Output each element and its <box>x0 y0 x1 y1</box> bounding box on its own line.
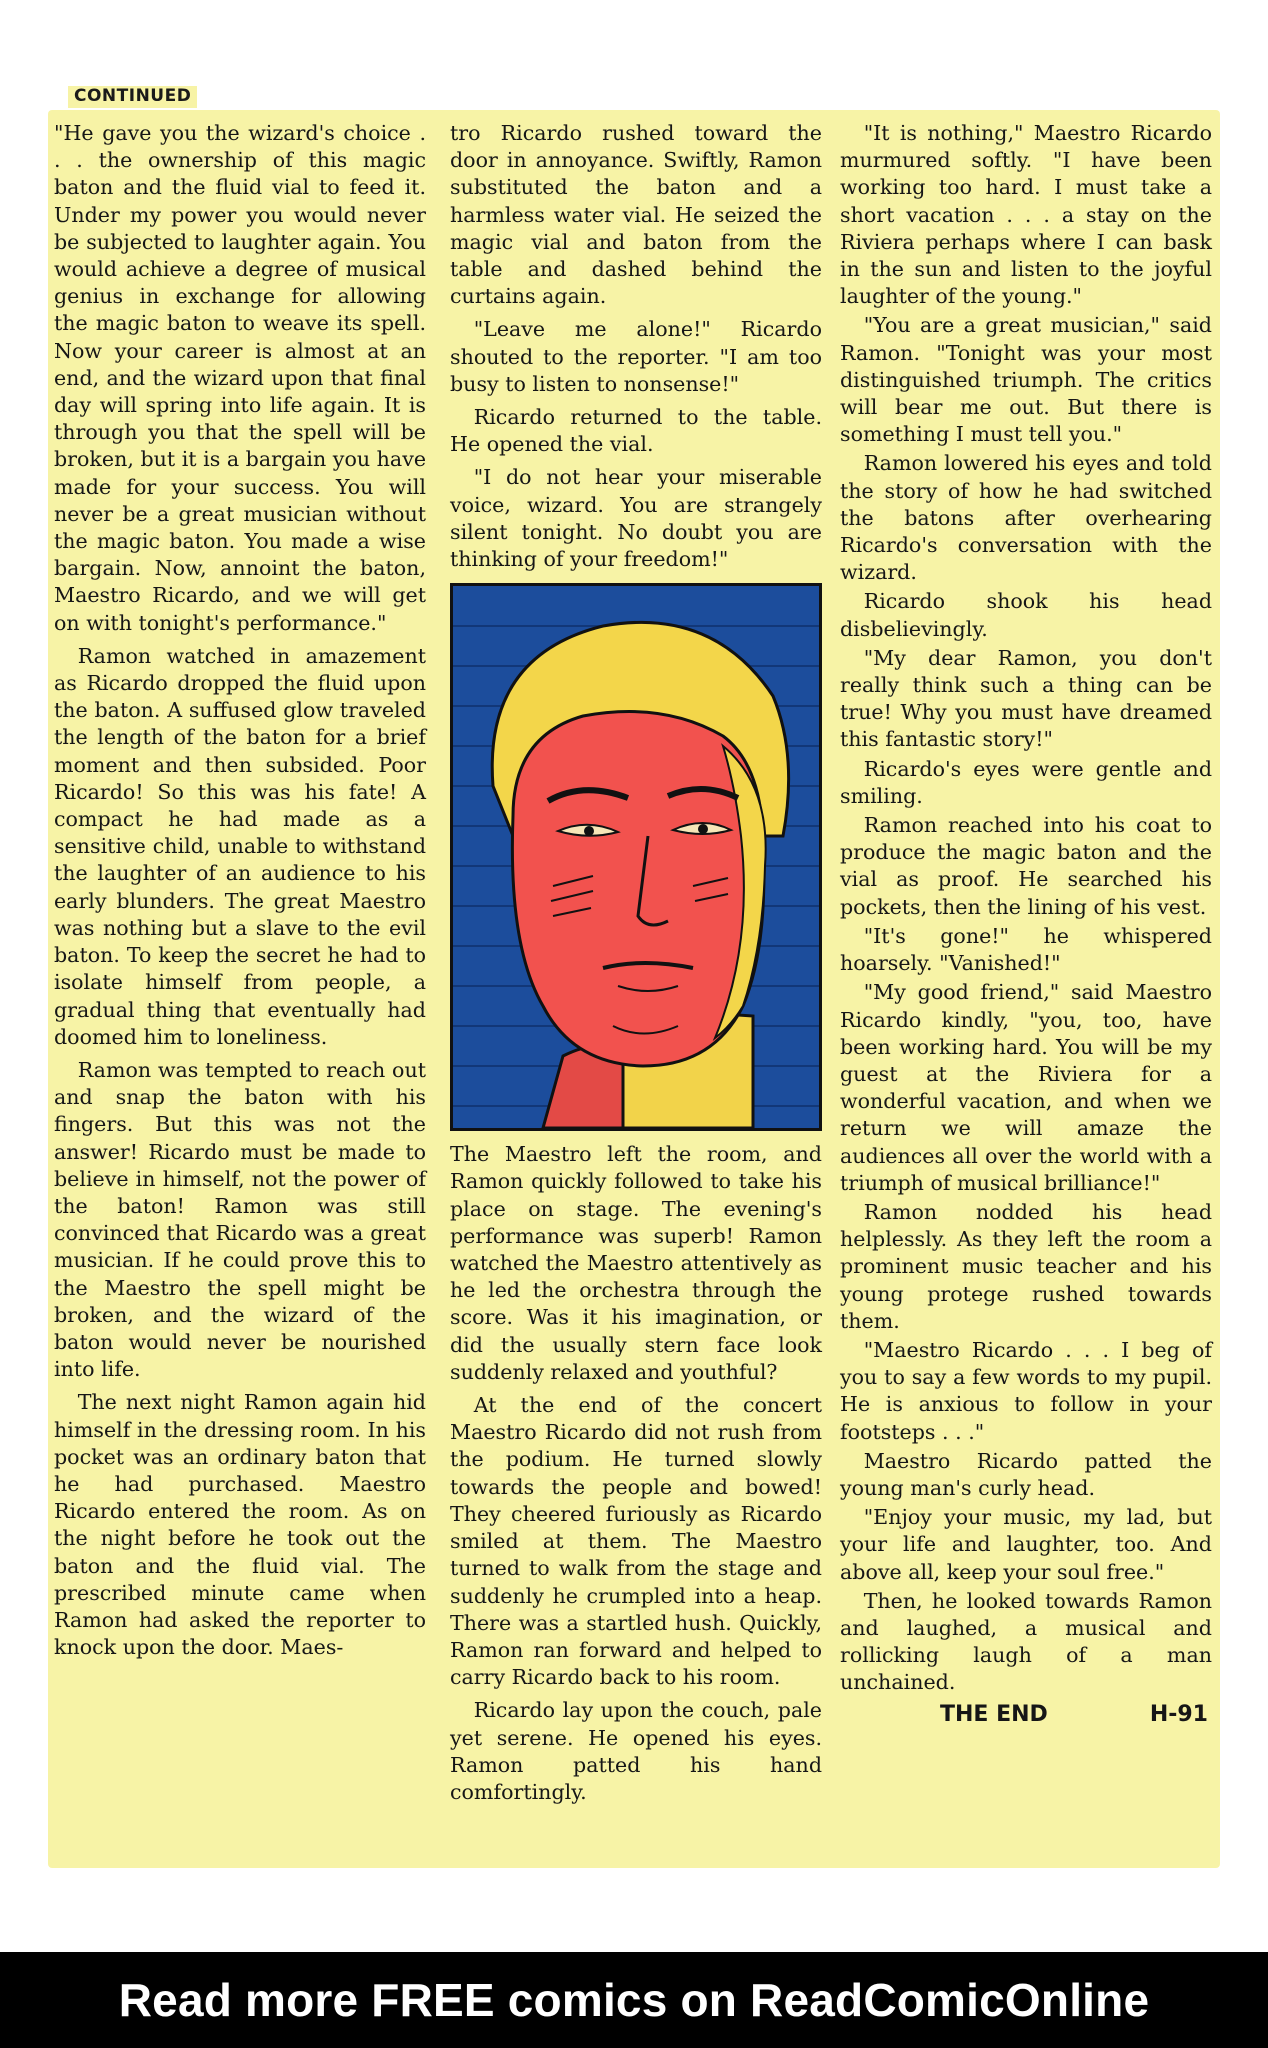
paragraph: "Leave me alone!" Ricardo shouted to the reporter. "I am too busy to listen to nonsense!" <box>450 317 822 396</box>
maestro-face-illustration <box>453 586 819 1128</box>
paragraph: The next night Ramon again hid himself in the dressing room. In his pocket was an ordinary baton that he had purchased. Maestro Ricardo entered the room. As on the night before he took out the baton and the fluid vial. The prescribed minute came when Ramon had asked the reporter to knock upon the door. Maes- <box>54 1390 426 1660</box>
page-footer <box>840 1701 1212 1728</box>
paragraph: Ramon watched in amazement as Ricardo dropped the fluid upon the baton. A suffused glow traveled the length of the baton for a brief moment and then subsided. Poor Ricardo! So this was his fate! A compact he had made as a sensitive child, unable to withstand the laughter of an audience to his early blunders. The great Maestro was nothing but a slave to the evil baton. To keep the secret he had to isolate himself from people, a gradual thing that eventually had doomed him to loneliness. <box>54 643 426 1049</box>
paragraph: Ricardo shook his head disbelievingly. <box>840 589 1212 641</box>
paragraph: Ricardo's eyes were gentle and smiling. <box>840 756 1212 808</box>
paragraph: "It's gone!" he whispered hoarsely. "Vanished!" <box>840 923 1212 976</box>
paragraph: "He gave you the wizard's choice . . . the ownership of this magic baton and the fluid vial to feed it. Under my power you would never be subjected to laughter again. You would achieve a degree of musical genius in exchange for allowing the magic baton to weave its spell. Now your career is almost at an end, and the wizard upon that final day will spring into life again. It is through you that the spell will be broken, but it is a bargain you have made for your success. You will never be a great musician without the magic baton. You made a wise bargain. Now, annoint the baton, Maestro Ricardo, and we will get on with tonight's performance." <box>54 121 427 635</box>
paragraph: "It is nothing," Maestro Ricardo murmured softly. "I have been working too hard. I must take a short vacation . . . a stay on the Riviera perhaps where I can bask in the sun and listen to the joyful laughter of the young." <box>840 121 1212 309</box>
page-number: H-91 <box>1149 1701 1208 1727</box>
paragraph: The Maestro left the room, and Ramon quickly followed to take his place on stage. The evening's performance was superb! Ramon watched the Maestro attentively as he led the orchestra through the score. Was it his imagination, or did the usually stern face look suddenly relaxed and youthful? <box>450 1142 822 1384</box>
paragraph: "Maestro Ricardo . . . I beg of you to say a few words to my pupil. He is anxious to follow in your footsteps . . ." <box>840 1337 1212 1444</box>
text-column-1 <box>54 120 426 1667</box>
paragraph: Maestro Ricardo patted the young man's curly head. <box>840 1448 1212 1500</box>
promo-banner[interactable] <box>0 1952 1268 2048</box>
paragraph: Ramon nodded his head helplessly. As they left the room a prominent music teacher and his young protege rushed towards them. <box>840 1199 1212 1333</box>
paragraph: Then, he looked towards Ramon and laughed, a musical and rollicking laugh of a man unchained. <box>840 1588 1212 1695</box>
paragraph: Ricardo returned to the table. He opened the vial. <box>450 405 822 457</box>
paragraph: "You are a great musician," said Ramon. "Tonight was your most distinguished triumph. The critics will bear me out. But there is something I must tell you." <box>840 313 1212 447</box>
paragraph: tro Ricardo rushed toward the door in annoyance. Swiftly, Ramon substituted the baton and a harmless water vial. He seized the magic vial and baton from the table and dashed behind the curtains again. <box>450 121 822 309</box>
paragraph: Ricardo lay upon the couch, pale yet serene. He opened his eyes. Ramon patted his hand comfortingly. <box>450 1698 822 1804</box>
comic-panel-portrait <box>450 583 822 1131</box>
promo-banner-text[interactable]: Read more FREE comics on ReadComicOnline <box>118 1974 1150 2026</box>
paragraph: "I do not hear your miserable voice, wizard. You are strangely silent tonight. No doubt you are thinking of your freedom!" <box>450 465 822 572</box>
paragraph: At the end of the concert Maestro Ricardo did not rush from the podium. He turned slowly towards the people and bowed! They cheered furiously as Ricardo smiled at them. The Maestro turned to walk from the stage and suddenly he crumpled into a heap. There was a startled hush. Quickly, Ramon ran forward and helped to carry Ricardo back to his room. <box>450 1393 822 1690</box>
paragraph: Ramon was tempted to reach out and snap the baton with his fingers. But this was not the answer! Ricardo must be made to believe in himself, not the power of the baton! Ramon was still convinced that Ricardo was a great musician. If he could prove this to the Maestro the spell might be broken, and the wizard of the baton would never be nourished into life. <box>54 1057 426 1382</box>
paragraph: Ramon lowered his eyes and told the story of how he had switched the batons after overhearing Ricardo's conversation with the wizard. <box>840 451 1212 585</box>
paragraph: "My dear Ramon, you don't really think such a thing can be true! Why you must have dreamed this fantastic story!" <box>840 645 1212 752</box>
paragraph: "My good friend," said Maestro Ricardo kindly, "you, too, have been working hard. You will be my guest at the Riviera for a wonderful vacation, and when we return we will amaze the audiences all over the world with a triumph of musical brilliance!" <box>840 980 1212 1195</box>
text-column-2 <box>450 120 822 1812</box>
text-column-3 <box>840 120 1212 1728</box>
continued-label: CONTINUED <box>68 86 197 108</box>
paragraph: Ramon reached into his coat to produce the magic baton and the vial as proof. He searched his pockets, then the lining of his vest. <box>840 813 1212 919</box>
the-end-label: THE END <box>940 1701 1048 1727</box>
paragraph: "Enjoy your music, my lad, but your life and laughter, too. And above all, keep your soul free." <box>840 1505 1212 1584</box>
